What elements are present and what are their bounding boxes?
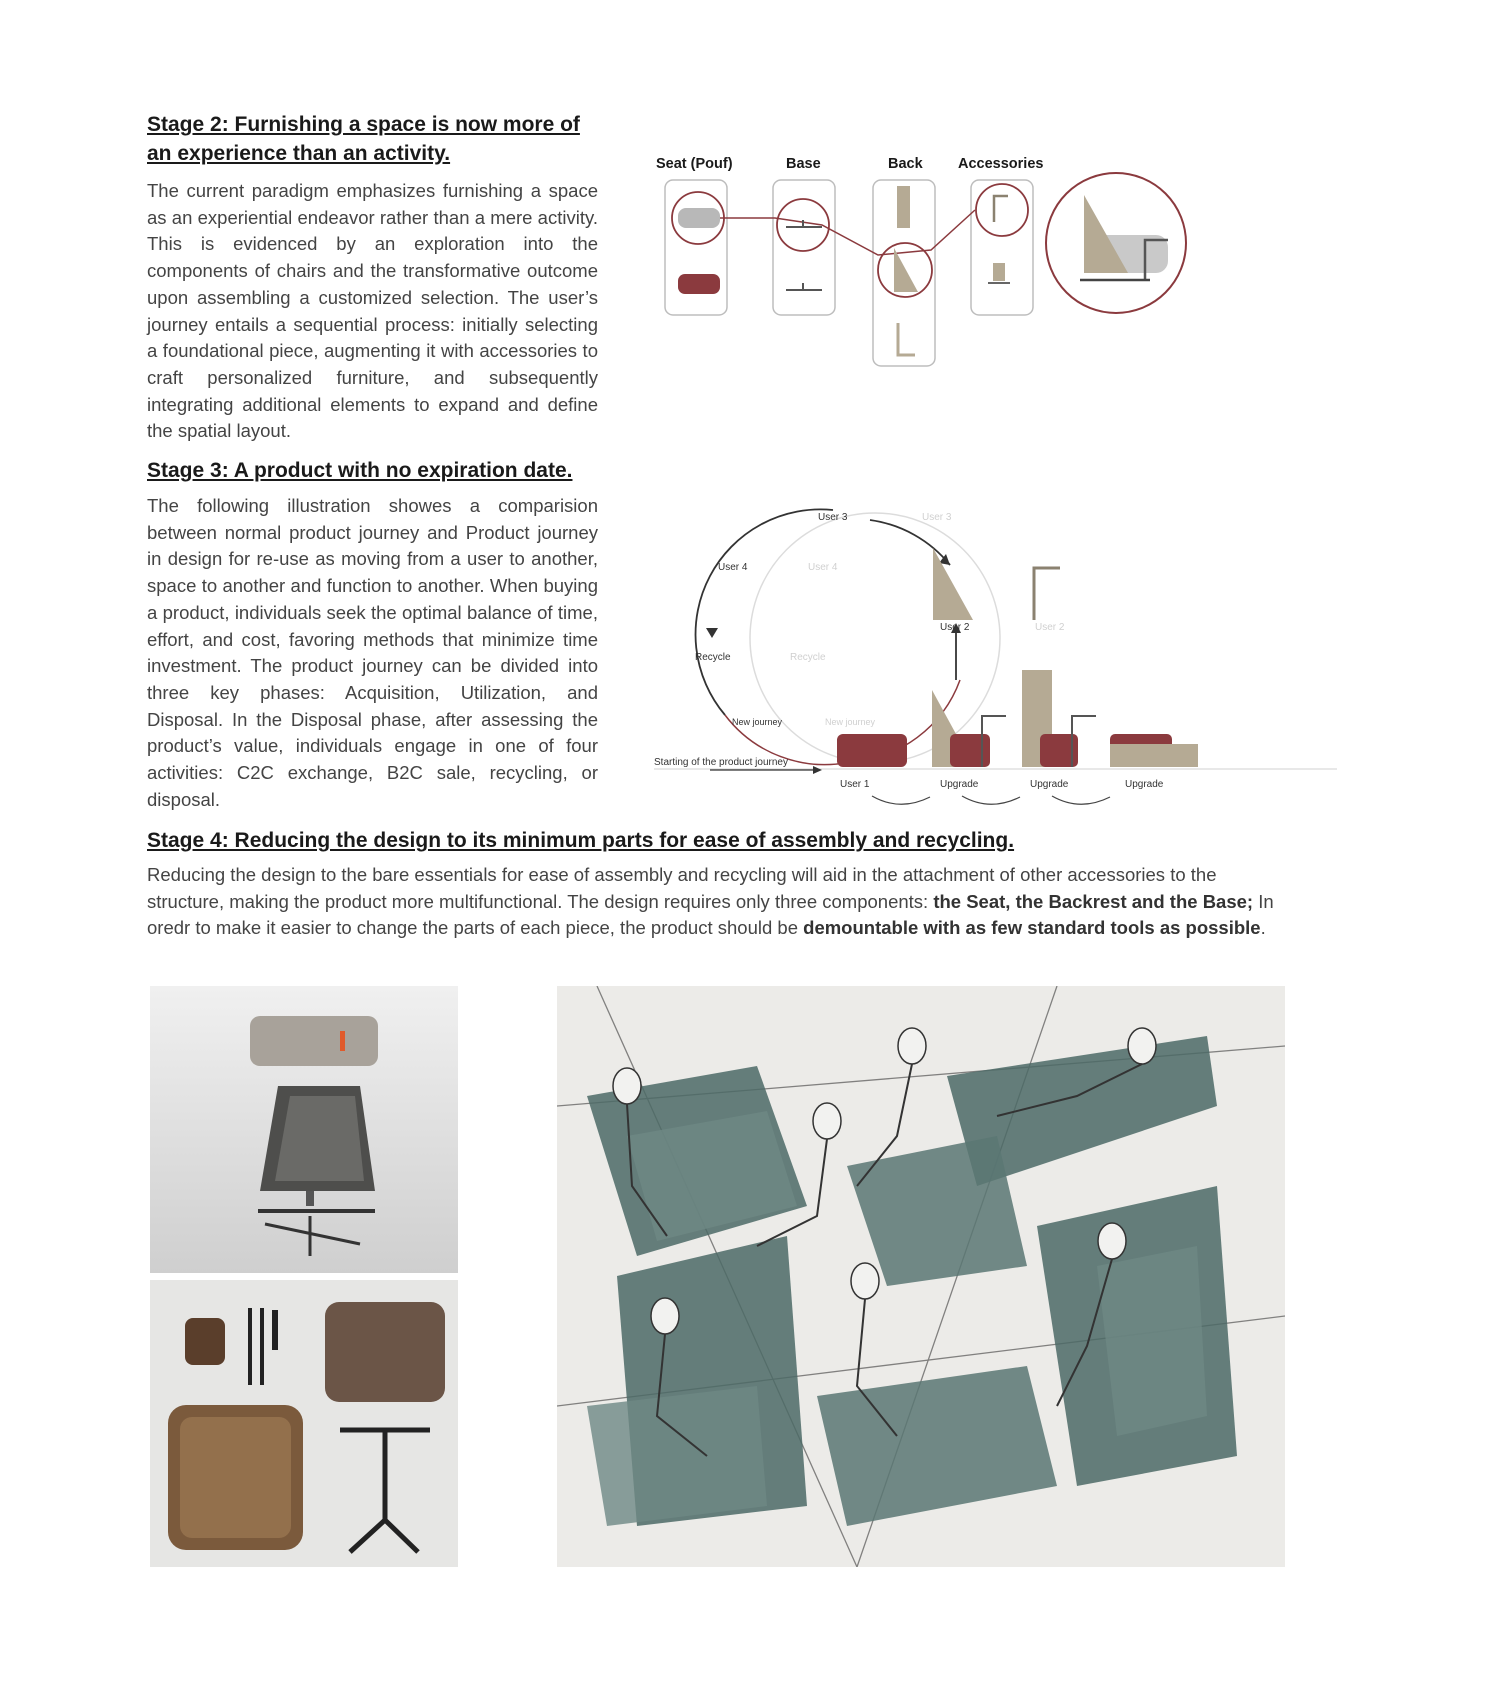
furniture-sketch-illustration xyxy=(557,986,1285,1567)
stage4-text-1: Reducing the design to the bare essentials for ease of assembly and recycling will aid in the attachment of other accessories to the structure, making the product more multifunctional. The design requires only three components: xyxy=(147,864,1217,912)
exploded-chair-render xyxy=(150,986,458,1273)
bottom-label-3: Upgrade xyxy=(1030,779,1069,790)
faded-user2: User 2 xyxy=(1035,622,1065,633)
seat-grey xyxy=(678,208,720,228)
stage3-body: The following illustration showes a comparision between normal product journey and Product journey in design for re-use as moving from a user to another, space to another and function to another. When buying a product, individuals seek the optimal balance of time, effort, and cost, favoring methods that minimize time investment. The product journey can be divided into three key phases: Acquisition, Utilization, and Disposal. In the Disposal phase, after assessing the product’s value, individuals engage in one of four activities: C2C exchange, B2C sale, recycling, or disposal. xyxy=(147,495,598,810)
base-column xyxy=(773,180,835,315)
components-diagram xyxy=(640,140,1220,380)
bottom-label-1: User 1 xyxy=(840,779,870,790)
label-back: Back xyxy=(888,156,923,172)
label-user4: User 4 xyxy=(718,562,748,573)
stage2-body: The current paradigm emphasizes furnishing a space as an experiential endeavor rather than a mere activity. This is evidenced by an exploration into the components of chairs and the transformative outcome upon assembling a customized selection. The user’s journey entails a sequential process: initially selecting a foundational piece, augmenting it with accessories to craft personalized furniture, and subsequently integrating additional elements to expand and define the spatial layout. xyxy=(147,180,598,442)
faded-user4: User 4 xyxy=(808,562,838,573)
bottom-label-4: Upgrade xyxy=(1125,779,1164,790)
pouf-user1 xyxy=(837,734,907,767)
label-user3: User 3 xyxy=(818,512,848,523)
label-recycle: Recycle xyxy=(695,652,731,663)
back-panel xyxy=(897,186,910,228)
connector-line xyxy=(719,210,975,255)
stage4-text-2: In oredr to make it easier to change the parts of each piece, the product should be xyxy=(147,890,1274,939)
faded-new-journey: New journey xyxy=(825,717,876,727)
stage4-text-3: . xyxy=(1260,917,1266,939)
start-label: Starting of the product journey xyxy=(654,757,788,768)
bottom-label-2: Upgrade xyxy=(940,779,979,790)
label-new-journey: New journey xyxy=(732,717,783,727)
label-user2: User 2 xyxy=(940,622,970,633)
label-base: Base xyxy=(786,156,821,172)
seat-maroon xyxy=(678,274,720,294)
faded-recycle: Recycle xyxy=(790,652,826,663)
journey-diagram xyxy=(640,490,1340,820)
stage4-body xyxy=(147,862,1287,942)
stage3-heading: Stage 3: A product with no expiration date. xyxy=(147,459,573,482)
label-accessories: Accessories xyxy=(958,156,1044,172)
stage4-bold-2: demountable with as few standard tools as possible xyxy=(803,917,1261,939)
stage4-heading: Stage 4: Reducing the design to its minimum parts for ease of assembly and recycling. xyxy=(147,829,1015,852)
label-seat: Seat (Pouf) xyxy=(656,156,733,172)
stage4-bold-1: the Seat, the Backrest and the Base; xyxy=(933,890,1254,912)
faded-user3: User 3 xyxy=(922,512,952,523)
stage2-heading: Stage 2: Furnishing a space is now more of an experience than an activity. xyxy=(147,113,580,165)
parts-flatlay-photo xyxy=(150,1280,458,1567)
accessories-column xyxy=(971,180,1033,315)
back-triangle xyxy=(894,248,918,292)
